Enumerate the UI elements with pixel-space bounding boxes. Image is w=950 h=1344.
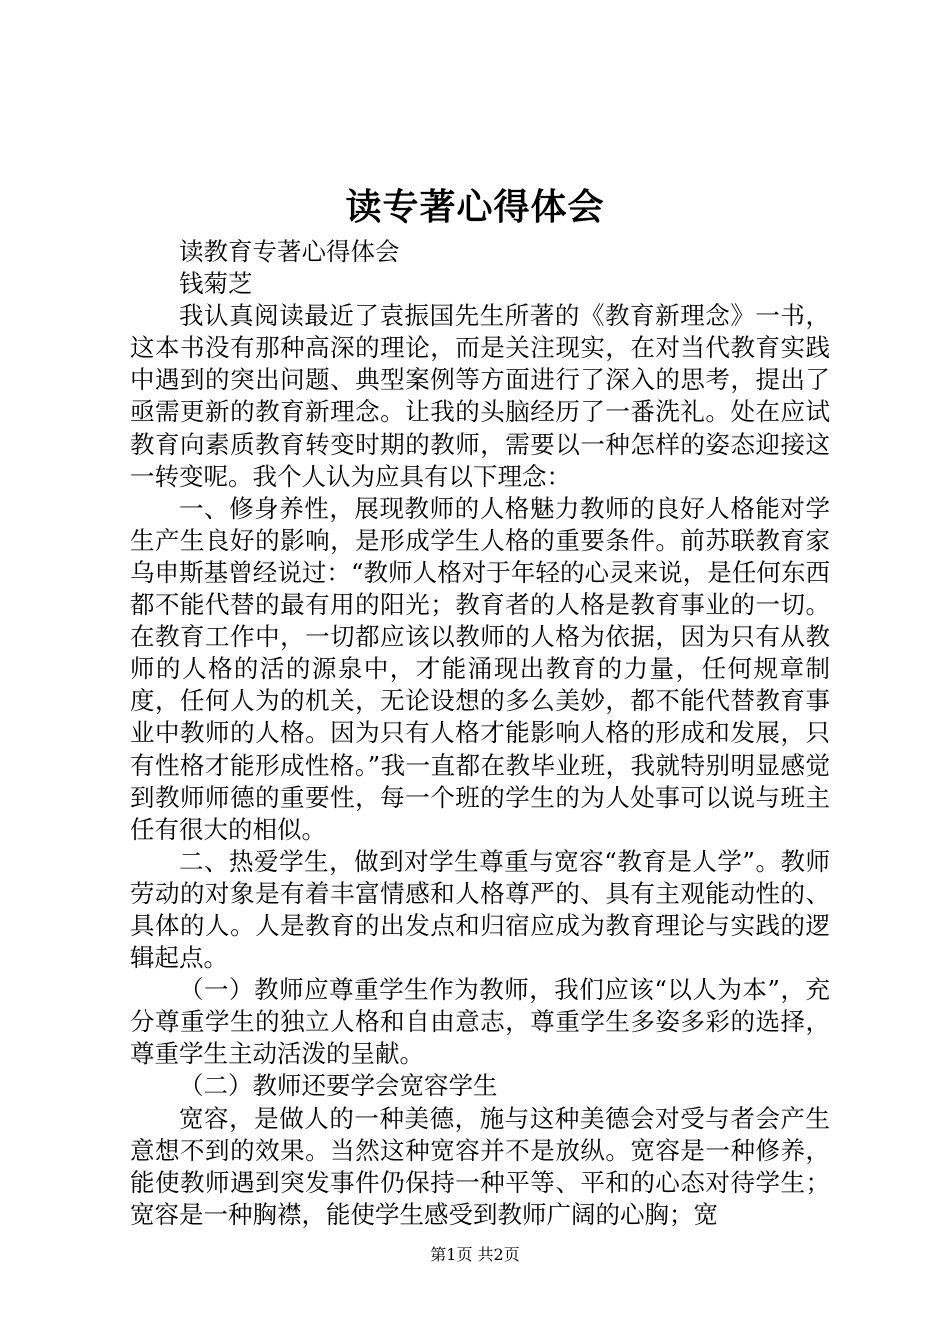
page-footer: 第1页 共2页 [430, 1245, 520, 1264]
body-paragraph: （一）教师应尊重学生作为教师，我们应该“以人为本”，充分尊重学生的独立人格和自由意志，尊重学生多姿多彩的选择，尊重学生主动活泼的呈献。 [130, 975, 830, 1069]
body-paragraph: 宽容，是做人的一种美德，施与这种美德会对受与者会产生意想不到的效果。当然这种宽容并不是放纵。宽容是一种修养，能使教师遇到突发事件仍保持一种平等、平和的心态对待学生；宽容是一种胸襟，能使学生感受到教师广阔的心胸；宽 [130, 1103, 830, 1229]
body-paragraph: （二）教师还要学会宽容学生 [179, 1071, 498, 1101]
body-paragraph: 我认真阅读最近了袁振国先生所著的《教育新理念》一书，这本书没有那种高深的理论，而是关注现实，在对当代教育实践中遇到的突出问题、典型案例等方面进行了深入的思考，提出了亟需更新的教育新理念。让我的头脑经历了一番洗礼。处在应试教育向素质教育转变时期的教师，需要以一种怎样的姿态迎接这一转变呢。我个人认为应具有以下理念： [130, 301, 830, 491]
body-paragraph: 一、修身养性，展现教师的人格魅力教师的良好人格能对学生产生良好的影响，是形成学生人格的重要条件。前苏联教育家乌申斯基曾经说过：“教师人格对于年轻的心灵来说，是任何东西都不能代替的最有用的阳光；教育者的人格是教育事业的一切。在教育工作中，一切都应该以教师的人格为依据，因为只有从教师的人格的活的源泉中，才能涌现出教育的力量，任何规章制度，任何人为的机关，无论设想的多么美妙，都不能代替教育事业中教师的人格。因为只有人格才能影响人格的形成和发展，只有性格才能形成性格。”我一直都在教毕业班，我就特别明显感觉到教师师德的重要性，每一个班的学生的为人处事可以说与班主任有很大的相似。 [130, 493, 830, 844]
document-body [130, 236, 830, 1231]
subtitle-paragraph: 读教育专著心得体会 [179, 237, 400, 266]
document-title: 读专著心得体会 [345, 186, 605, 228]
author-paragraph: 钱菊芝 [179, 269, 253, 299]
body-paragraph: 二、热爱学生，做到对学生尊重与宽容“教育是人学”。教师劳动的对象是有着丰富情感和人格尊严的、具有主观能动性的、具体的人。人是教育的出发点和归宿应成为教育理论与实践的逻辑起点。 [130, 846, 830, 973]
